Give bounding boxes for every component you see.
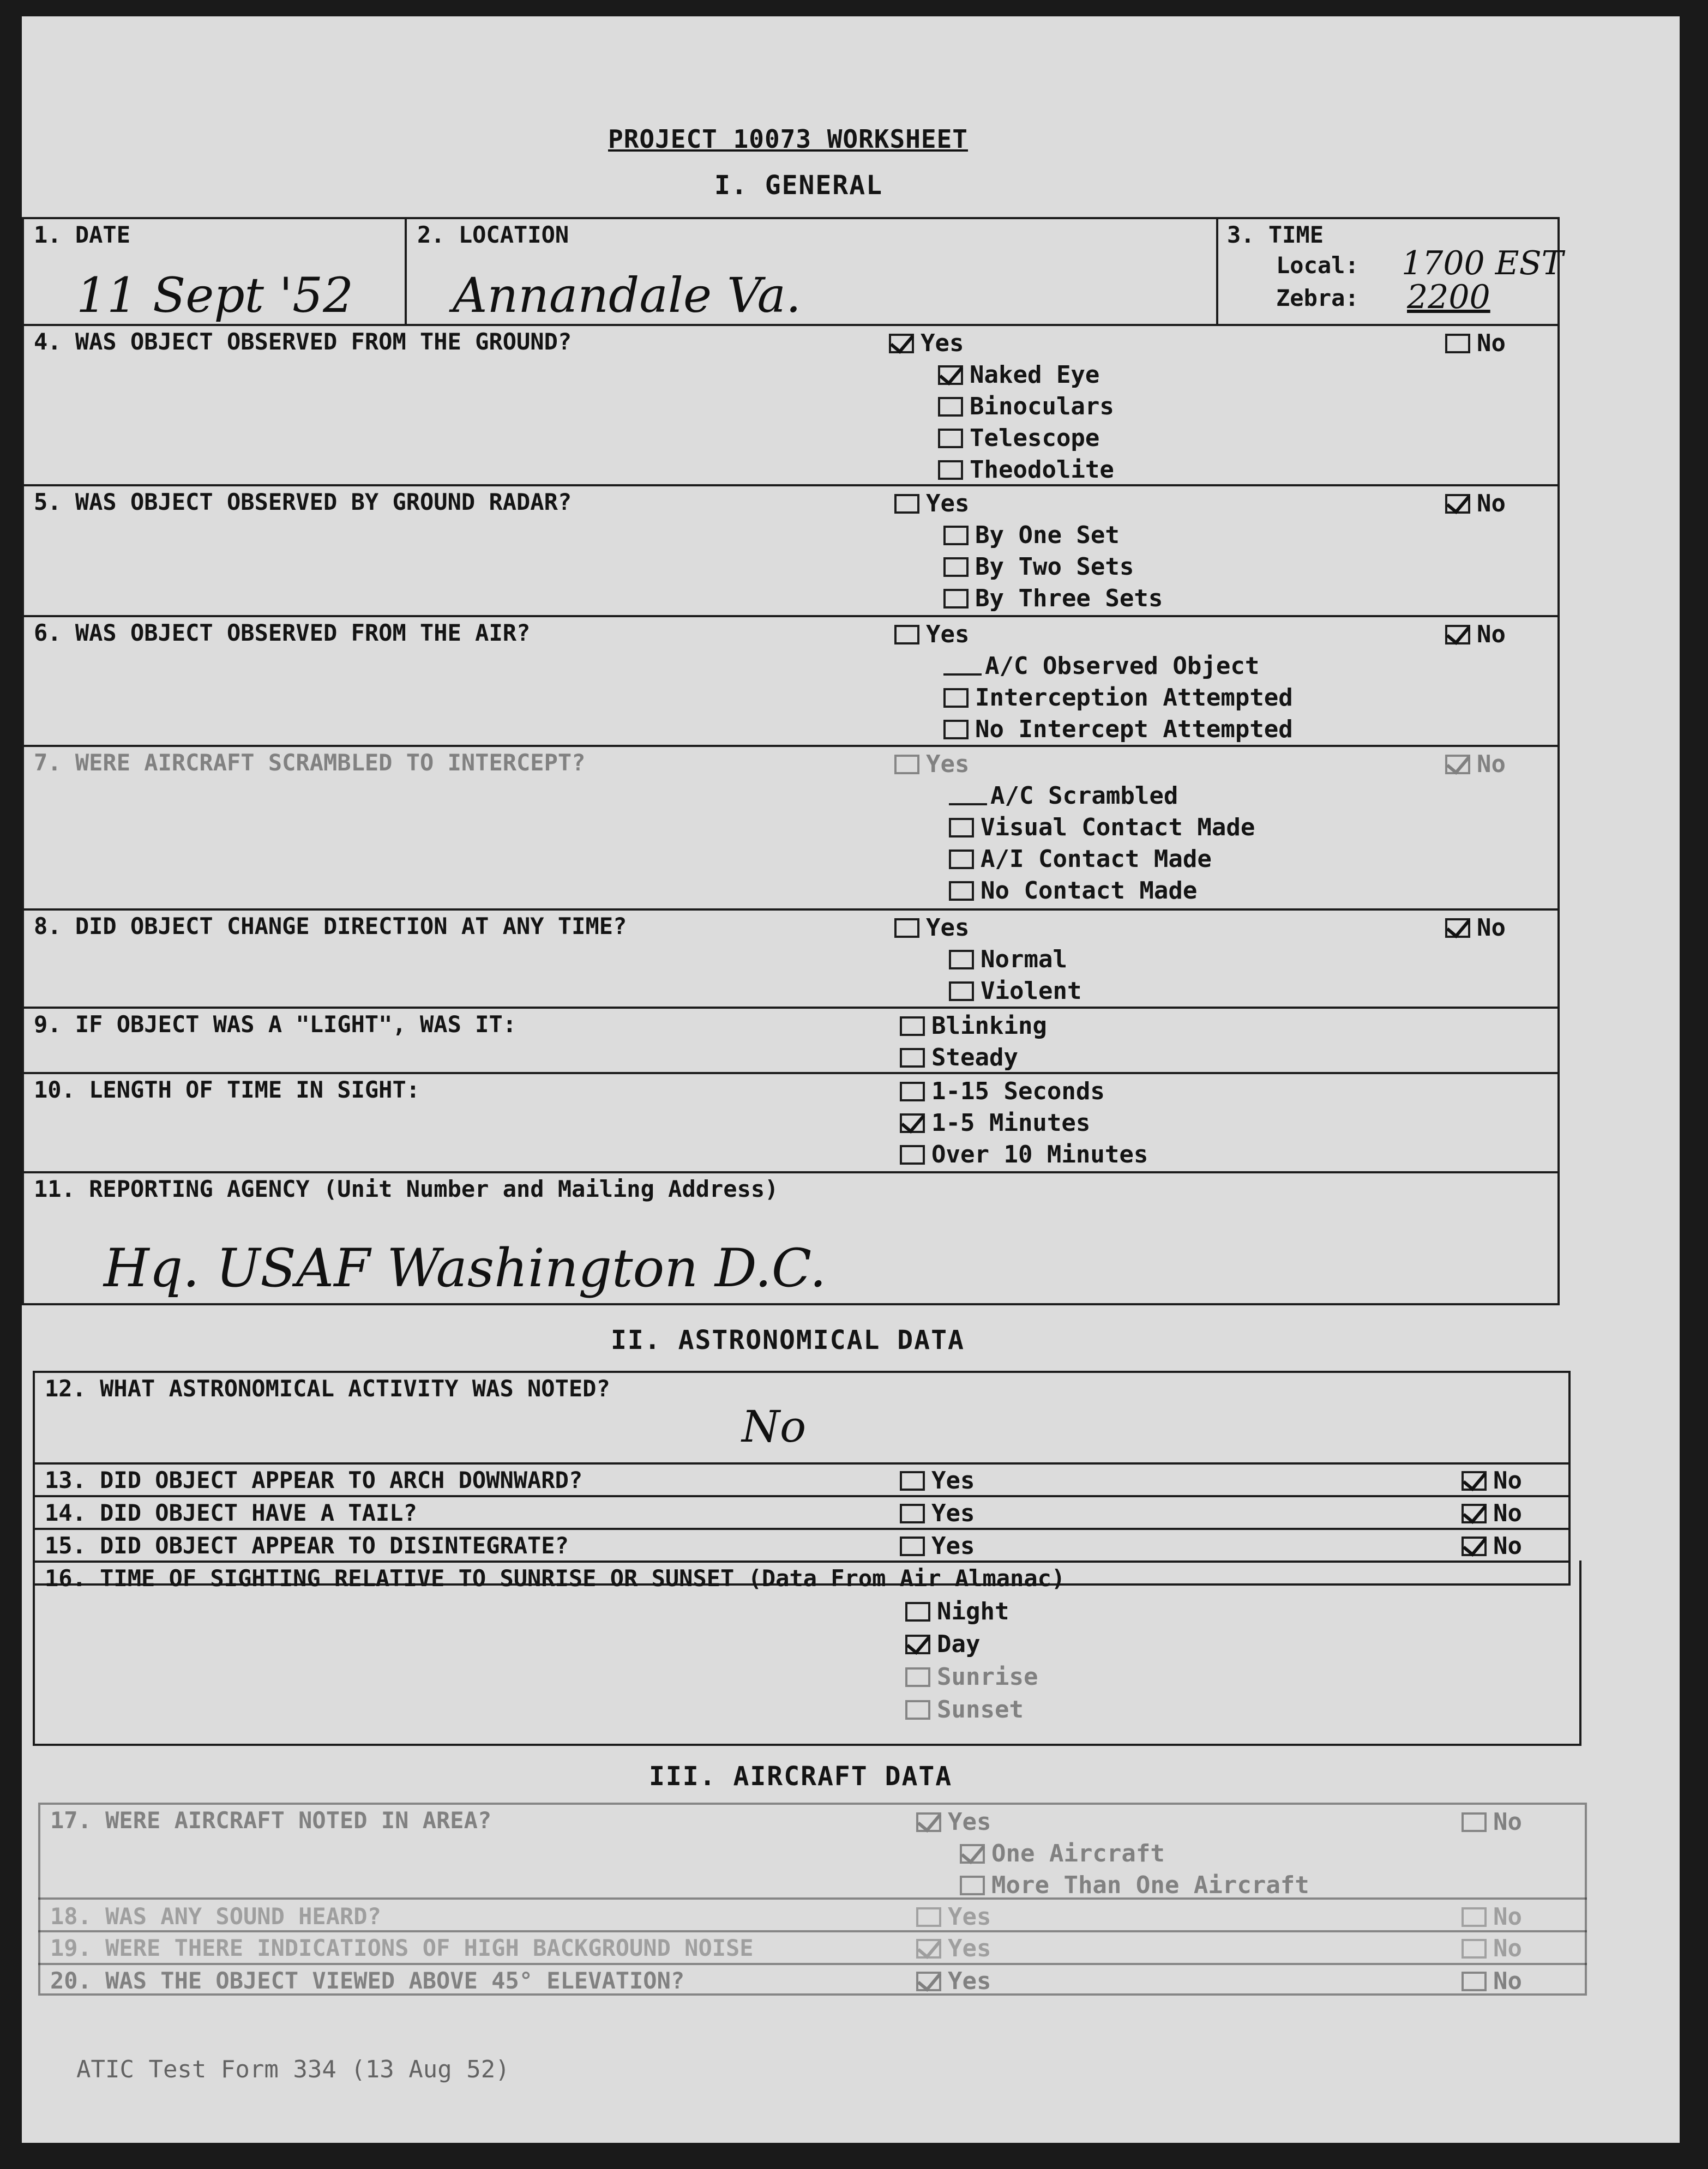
checkbox-icon[interactable] bbox=[960, 1876, 985, 1895]
checkbox-icon[interactable] bbox=[938, 460, 963, 480]
q20-no[interactable]: No bbox=[1462, 1967, 1522, 1995]
section-general-heading: I. GENERAL bbox=[714, 170, 883, 201]
time-local-value: 1700 EST bbox=[1402, 244, 1563, 282]
q4-binoculars[interactable]: Binoculars bbox=[938, 393, 1114, 420]
q16-sunrise[interactable]: Sunrise bbox=[905, 1663, 1038, 1691]
checkbox-icon[interactable] bbox=[949, 950, 974, 969]
q7-no[interactable]: No bbox=[1445, 750, 1506, 778]
time-label: 3. TIME bbox=[1227, 221, 1324, 248]
checkbox-icon[interactable] bbox=[894, 755, 919, 774]
q11-label: 11. REPORTING AGENCY (Unit Number and Mailing Address) bbox=[34, 1176, 779, 1202]
q12-label: 12. WHAT ASTRONOMICAL ACTIVITY WAS NOTED? bbox=[45, 1375, 610, 1402]
date-value: 11 Sept '52 bbox=[76, 267, 354, 323]
checkbox-icon[interactable] bbox=[900, 1016, 925, 1036]
checkbox-icon[interactable] bbox=[949, 881, 974, 901]
checkbox-icon[interactable] bbox=[1445, 918, 1470, 938]
checkbox-icon[interactable] bbox=[900, 1048, 925, 1068]
checkbox-icon[interactable] bbox=[900, 1537, 925, 1556]
q8-normal[interactable]: Normal bbox=[949, 945, 1067, 973]
checkbox-icon[interactable] bbox=[1462, 1939, 1487, 1959]
q14-yes[interactable]: Yes bbox=[900, 1499, 975, 1527]
checkbox-icon[interactable] bbox=[900, 1082, 925, 1101]
q8-violent[interactable]: Violent bbox=[949, 977, 1081, 1005]
checkbox-icon[interactable] bbox=[943, 589, 969, 608]
q4-label: 4. WAS OBJECT OBSERVED FROM THE GROUND? bbox=[34, 328, 572, 355]
checkbox-icon[interactable] bbox=[900, 1113, 925, 1133]
location-value: Annandale Va. bbox=[453, 267, 801, 323]
checkbox-icon[interactable] bbox=[949, 849, 974, 869]
q15-yes[interactable]: Yes bbox=[900, 1532, 975, 1560]
q19-label: 19. WERE THERE INDICATIONS OF HIGH BACKGROUND NOISE bbox=[50, 1935, 754, 1961]
q16-sunset[interactable]: Sunset bbox=[905, 1696, 1024, 1724]
checkbox-icon[interactable] bbox=[916, 1972, 941, 1991]
section-aircraft-heading: III. AIRCRAFT DATA bbox=[649, 1761, 953, 1792]
checkbox-icon[interactable] bbox=[916, 1812, 941, 1832]
date-label: 1. DATE bbox=[34, 221, 131, 248]
q7-yes[interactable]: Yes bbox=[894, 750, 969, 778]
checkbox-icon[interactable] bbox=[916, 1939, 941, 1959]
checkbox-icon[interactable] bbox=[1462, 1972, 1487, 1991]
time-zebra-value: 2200 bbox=[1407, 278, 1490, 316]
q9-label: 9. IF OBJECT WAS A "LIGHT", WAS IT: bbox=[34, 1011, 517, 1038]
checkbox-icon[interactable] bbox=[905, 1667, 930, 1687]
q7-ac-scrambled[interactable]: A/C Scrambled bbox=[949, 782, 1178, 810]
checkbox-icon[interactable] bbox=[1462, 1504, 1487, 1523]
checkbox-icon[interactable] bbox=[916, 1907, 941, 1927]
q9-steady[interactable]: Steady bbox=[900, 1044, 1018, 1071]
time-local-label: Local: bbox=[1276, 252, 1359, 279]
checkbox-icon[interactable] bbox=[1462, 1471, 1487, 1491]
checkbox-icon[interactable] bbox=[900, 1471, 925, 1491]
checkbox-icon[interactable] bbox=[894, 918, 919, 938]
q13-yes[interactable]: Yes bbox=[900, 1467, 975, 1495]
q20-label: 20. WAS THE OBJECT VIEWED ABOVE 45° ELEVATION? bbox=[50, 1967, 685, 1994]
q6-interception-attempted[interactable]: Interception Attempted bbox=[943, 684, 1293, 712]
checkbox-icon[interactable] bbox=[905, 1700, 930, 1720]
q10-over-10-minutes[interactable]: Over 10 Minutes bbox=[900, 1141, 1148, 1168]
checkbox-icon[interactable] bbox=[943, 720, 969, 739]
q4-naked-eye[interactable]: Naked Eye bbox=[938, 361, 1099, 389]
q10-1-5-minutes[interactable]: 1-5 Minutes bbox=[900, 1109, 1090, 1137]
q14-label: 14. DID OBJECT HAVE A TAIL? bbox=[45, 1499, 417, 1526]
q8-label: 8. DID OBJECT CHANGE DIRECTION AT ANY TIME? bbox=[34, 913, 627, 939]
q5-no[interactable]: No bbox=[1445, 490, 1506, 517]
q17-one-aircraft[interactable]: One Aircraft bbox=[960, 1840, 1165, 1867]
q5-one-set[interactable]: By One Set bbox=[943, 521, 1120, 549]
q17-more-than-one[interactable]: More Than One Aircraft bbox=[960, 1871, 1309, 1899]
q5-label: 5. WAS OBJECT OBSERVED BY GROUND RADAR? bbox=[34, 489, 572, 515]
q15-label: 15. DID OBJECT APPEAR TO DISINTEGRATE? bbox=[45, 1532, 569, 1559]
q6-no[interactable]: No bbox=[1445, 620, 1506, 648]
checkbox-icon[interactable] bbox=[938, 397, 963, 417]
checkbox-icon[interactable] bbox=[1445, 755, 1470, 774]
q4-theodolite[interactable]: Theodolite bbox=[938, 456, 1114, 484]
q13-label: 13. DID OBJECT APPEAR TO ARCH DOWNWARD? bbox=[45, 1467, 583, 1493]
checkbox-icon[interactable] bbox=[1462, 1907, 1487, 1927]
checkbox-icon[interactable] bbox=[894, 494, 919, 514]
q16-night[interactable]: Night bbox=[905, 1598, 1009, 1625]
checkbox-icon[interactable] bbox=[949, 981, 974, 1001]
q10-1-15-seconds[interactable]: 1-15 Seconds bbox=[900, 1077, 1105, 1105]
worksheet-page bbox=[22, 16, 1680, 2143]
checkbox-icon[interactable] bbox=[1462, 1812, 1487, 1832]
form-footer: ATIC Test Form 334 (13 Aug 52) bbox=[76, 2056, 510, 2083]
section-astronomical-heading: II. ASTRONOMICAL DATA bbox=[611, 1325, 965, 1355]
q13-no[interactable]: No bbox=[1462, 1467, 1522, 1495]
checkbox-icon[interactable] bbox=[894, 625, 919, 644]
checkbox-icon[interactable] bbox=[1445, 494, 1470, 514]
q17-no[interactable]: No bbox=[1462, 1808, 1522, 1836]
q17-label: 17. WERE AIRCRAFT NOTED IN AREA? bbox=[50, 1807, 492, 1834]
checkbox-icon[interactable] bbox=[900, 1504, 925, 1523]
reporting-agency-value: Hq. USAF Washington D.C. bbox=[104, 1238, 827, 1299]
q5-three-sets[interactable]: By Three Sets bbox=[943, 585, 1163, 612]
q19-yes[interactable]: Yes bbox=[916, 1935, 991, 1962]
checkbox-icon[interactable] bbox=[938, 429, 963, 448]
checkbox-icon[interactable] bbox=[1445, 625, 1470, 644]
location-label: 2. LOCATION bbox=[417, 221, 569, 248]
q6-label: 6. WAS OBJECT OBSERVED FROM THE AIR? bbox=[34, 619, 531, 646]
q7-no-contact[interactable]: No Contact Made bbox=[949, 877, 1197, 905]
checkbox-icon[interactable] bbox=[900, 1145, 925, 1165]
checkbox-icon[interactable] bbox=[949, 818, 974, 838]
q18-yes[interactable]: Yes bbox=[916, 1903, 991, 1931]
q7-visual-contact[interactable]: Visual Contact Made bbox=[949, 814, 1255, 841]
q14-no[interactable]: No bbox=[1462, 1499, 1522, 1527]
checkbox-icon[interactable] bbox=[938, 365, 963, 385]
checkbox-icon[interactable] bbox=[960, 1844, 985, 1864]
astronomical-activity-value: No bbox=[742, 1401, 807, 1452]
q7-ai-contact[interactable]: A/I Contact Made bbox=[949, 845, 1212, 873]
q16-day[interactable]: Day bbox=[905, 1630, 980, 1658]
q4-no[interactable]: No bbox=[1445, 329, 1506, 357]
q18-label: 18. WAS ANY SOUND HEARD? bbox=[50, 1903, 381, 1930]
q10-label: 10. LENGTH OF TIME IN SIGHT: bbox=[34, 1076, 420, 1103]
q5-yes[interactable]: Yes bbox=[894, 490, 969, 517]
q4-telescope[interactable]: Telescope bbox=[938, 424, 1099, 452]
q8-yes[interactable]: Yes bbox=[894, 914, 969, 942]
q16-label: 16. TIME OF SIGHTING RELATIVE TO SUNRISE OR SUNSET (Data From Air Almanac) bbox=[45, 1565, 1066, 1592]
checkbox-icon[interactable] bbox=[1462, 1537, 1487, 1556]
q5-two-sets[interactable]: By Two Sets bbox=[943, 553, 1134, 581]
q6-ac-observed[interactable]: A/C Observed Object bbox=[943, 652, 1259, 680]
q4-yes[interactable]: Yes bbox=[889, 329, 964, 357]
checkbox-icon[interactable] bbox=[889, 334, 914, 353]
q6-yes[interactable]: Yes bbox=[894, 620, 969, 648]
q7-label: 7. WERE AIRCRAFT SCRAMBLED TO INTERCEPT? bbox=[34, 749, 586, 776]
worksheet-title: PROJECT 10073 WORKSHEET bbox=[608, 124, 968, 154]
q8-no[interactable]: No bbox=[1445, 914, 1506, 942]
q19-no[interactable]: No bbox=[1462, 1935, 1522, 1962]
checkbox-icon[interactable] bbox=[905, 1602, 930, 1622]
checkbox-icon[interactable] bbox=[1445, 334, 1470, 353]
q17-yes[interactable]: Yes bbox=[916, 1808, 991, 1836]
checkbox-icon[interactable] bbox=[905, 1635, 930, 1654]
q15-no[interactable]: No bbox=[1462, 1532, 1522, 1560]
q20-yes[interactable]: Yes bbox=[916, 1967, 991, 1995]
checkbox-icon[interactable] bbox=[943, 526, 969, 545]
q9-blinking[interactable]: Blinking bbox=[900, 1012, 1047, 1040]
checkbox-icon[interactable] bbox=[943, 557, 969, 577]
checkbox-icon[interactable] bbox=[943, 688, 969, 708]
q6-no-intercept[interactable]: No Intercept Attempted bbox=[943, 715, 1293, 743]
q18-no[interactable]: No bbox=[1462, 1903, 1522, 1931]
time-zebra-label: Zebra: bbox=[1276, 285, 1359, 311]
